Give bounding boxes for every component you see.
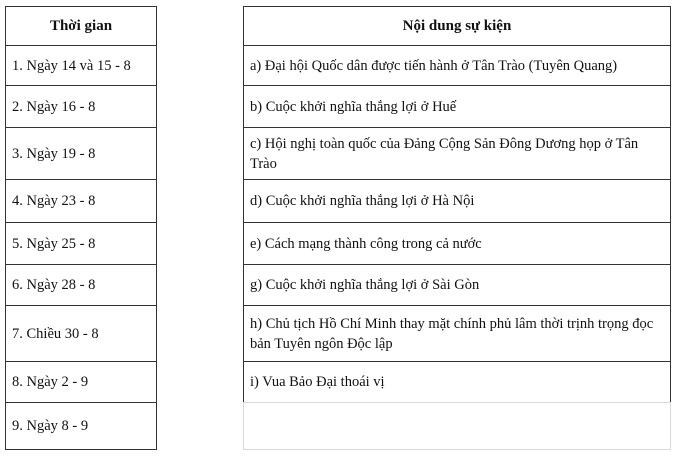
event-cell: d) Cuộc khởi nghĩa thắng lợi ở Hà Nội: [243, 179, 671, 223]
event-cell: e) Cách mạng thành công trong cả nước: [243, 222, 671, 265]
time-column: [5, 6, 157, 450]
event-header: Nội dung sự kiện: [243, 6, 671, 46]
event-cell: c) Hội nghị toàn quốc của Đảng Cộng Sản Đông Dương họp ở Tân Trào: [243, 127, 671, 180]
event-cell: a) Đại hội Quốc dân được tiến hành ở Tân Trào (Tuyên Quang): [243, 45, 671, 86]
time-cell: 7. Chiều 30 - 8: [5, 305, 157, 362]
time-cell: 1. Ngày 14 và 15 - 8: [5, 45, 157, 86]
event-cell: i) Vua Bảo Đại thoái vị: [243, 361, 671, 403]
time-cell: 4. Ngày 23 - 8: [5, 179, 157, 223]
event-column: [243, 6, 671, 450]
time-header: Thời gian: [5, 6, 157, 46]
time-cell: 3. Ngày 19 - 8: [5, 127, 157, 180]
event-cell: g) Cuộc khởi nghĩa thắng lợi ở Sài Gòn: [243, 264, 671, 306]
time-cell: 9. Ngày 8 - 9: [5, 402, 157, 450]
time-cell: 5. Ngày 25 - 8: [5, 222, 157, 265]
time-cell: 8. Ngày 2 - 9: [5, 361, 157, 403]
time-cell: 6. Ngày 28 - 8: [5, 264, 157, 306]
event-cell: b) Cuộc khởi nghĩa thắng lợi ở Huế: [243, 85, 671, 128]
time-cell: 2. Ngày 16 - 8: [5, 85, 157, 128]
empty-event-cell: [243, 402, 671, 450]
event-cell: h) Chủ tịch Hồ Chí Minh thay mặt chính phủ lâm thời trịnh trọng đọc bản Tuyên ngôn Độc lập: [243, 305, 671, 362]
